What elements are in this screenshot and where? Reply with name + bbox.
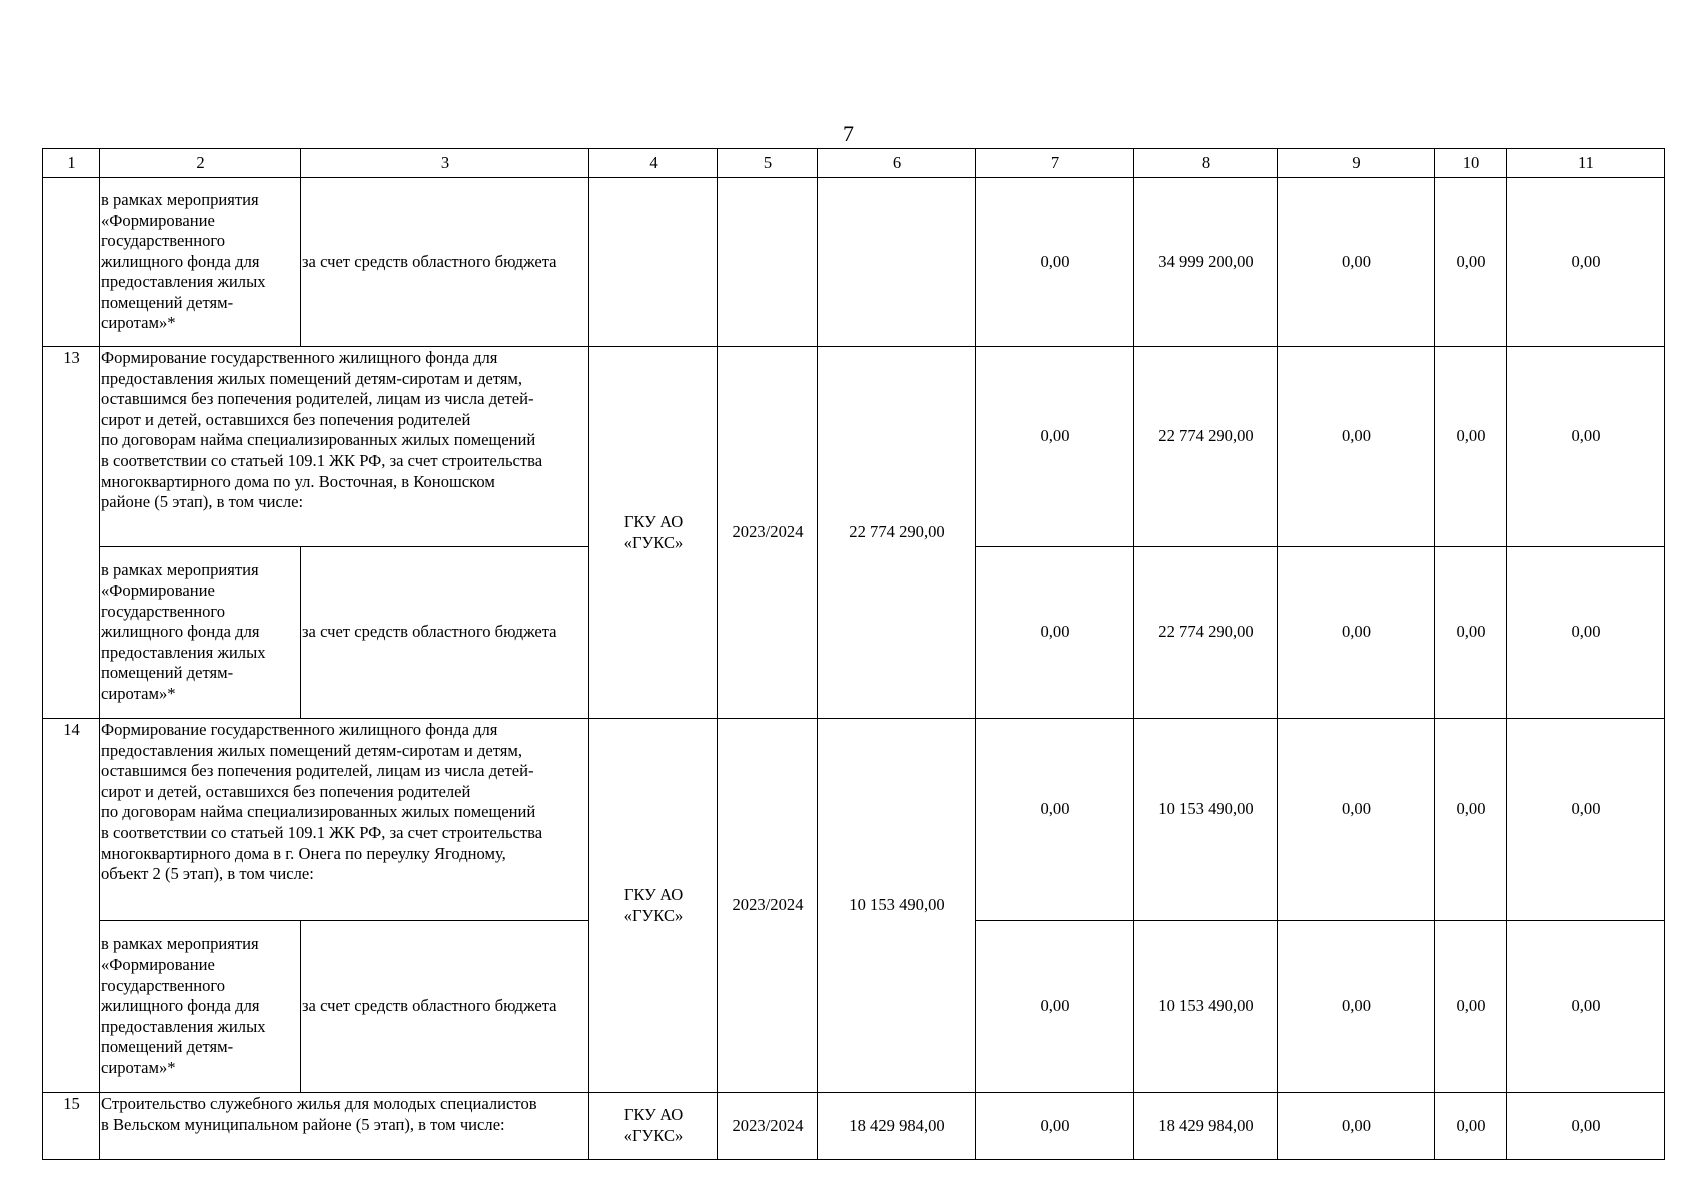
value-col10: 0,00 <box>1435 547 1507 719</box>
item-title: Формирование государственного жилищного фонда для предоставления жилых помещений детям-сиротам и детям, оставшимся без попечения родителей, лицам из числа детей- сирот и детей, оставшихся без попечения родителей по договорам найма специализированных жилых помещений в соответствии со статьей 109.1 ЖК РФ, за счет строительства многоквартирного дома в г. Онега по переулку Ягодному, объект 2 (5 этап), в том числе: <box>100 719 589 921</box>
header-cell: 8 <box>1134 149 1278 178</box>
measure-text: в рамках мероприятия «Формирование государственного жилищного фонда для предоставления жилых помещений детям- сиротам»* <box>100 921 301 1093</box>
header-cell: 4 <box>589 149 718 178</box>
value-col11: 0,00 <box>1507 347 1665 547</box>
value-col7: 0,00 <box>976 719 1134 921</box>
value-col11: 0,00 <box>1507 1093 1665 1160</box>
value-col8: 22 774 290,00 <box>1134 547 1278 719</box>
header-cell: 10 <box>1435 149 1507 178</box>
value-col8: 22 774 290,00 <box>1134 347 1278 547</box>
header-row <box>43 149 1665 178</box>
row-number: 14 <box>43 719 100 1093</box>
page-number: 7 <box>843 121 854 146</box>
value-col9: 0,00 <box>1278 347 1435 547</box>
table-row <box>43 347 1665 547</box>
value-col10: 0,00 <box>1435 921 1507 1093</box>
row-number-cell <box>43 178 100 347</box>
executor: ГКУ АО «ГУКС» <box>589 719 718 1093</box>
value-col8: 34 999 200,00 <box>1134 178 1278 347</box>
value-col11: 0,00 <box>1507 178 1665 347</box>
measure-text: в рамках мероприятия «Формирование государственного жилищного фонда для предоставления жилых помещений детям- сиротам»* <box>100 547 301 719</box>
total-amount: 18 429 984,00 <box>818 1093 976 1160</box>
header-cell: 3 <box>301 149 589 178</box>
row-number: 15 <box>43 1093 100 1160</box>
item-title: Формирование государственного жилищного фонда для предоставления жилых помещений детям-сиротам и детям, оставшимся без попечения родителей, лицам из числа детей- сирот и детей, оставшихся без попечения родителей по договорам найма специализированных жилых помещений в соответствии со статьей 109.1 ЖК РФ, за счет строительства многоквартирного дома по ул. Восточная, в Коношском районе (5 этап), в том числе: <box>100 347 589 547</box>
item-title: Строительство служебного жилья для молодых специалистов в Вельском муниципальном районе (5 этап), в том числе: <box>100 1093 589 1160</box>
header-cell: 9 <box>1278 149 1435 178</box>
period-cell <box>718 178 818 347</box>
value-col8: 10 153 490,00 <box>1134 921 1278 1093</box>
total-amount: 22 774 290,00 <box>818 347 976 719</box>
value-col11: 0,00 <box>1507 719 1665 921</box>
value-col9: 0,00 <box>1278 719 1435 921</box>
row-number: 13 <box>43 347 100 719</box>
header-cell: 2 <box>100 149 301 178</box>
total-amount: 10 153 490,00 <box>818 719 976 1093</box>
header-cell: 11 <box>1507 149 1665 178</box>
table-row <box>43 719 1665 921</box>
table-row <box>43 178 1665 347</box>
value-col7: 0,00 <box>976 547 1134 719</box>
value-col9: 0,00 <box>1278 547 1435 719</box>
header-cell: 6 <box>818 149 976 178</box>
value-col11: 0,00 <box>1507 547 1665 719</box>
value-col7: 0,00 <box>976 178 1134 347</box>
value-col9: 0,00 <box>1278 1093 1435 1160</box>
table-row <box>43 1093 1665 1160</box>
header-cell: 5 <box>718 149 818 178</box>
header-cell: 7 <box>976 149 1134 178</box>
period: 2023/2024 <box>718 347 818 719</box>
value-col11: 0,00 <box>1507 921 1665 1093</box>
value-col8: 10 153 490,00 <box>1134 719 1278 921</box>
value-col10: 0,00 <box>1435 347 1507 547</box>
funding-source: за счет средств областного бюджета <box>301 547 589 719</box>
value-col10: 0,00 <box>1435 1093 1507 1160</box>
measure-text: в рамках мероприятия «Формирование государственного жилищного фонда для предоставления жилых помещений детям- сиротам»* <box>100 178 301 347</box>
total-cell <box>818 178 976 347</box>
value-col7: 0,00 <box>976 1093 1134 1160</box>
value-col9: 0,00 <box>1278 178 1435 347</box>
executor: ГКУ АО «ГУКС» <box>589 1093 718 1160</box>
value-col7: 0,00 <box>976 921 1134 1093</box>
budget-table <box>42 148 1665 1160</box>
executor: ГКУ АО «ГУКС» <box>589 347 718 719</box>
value-col7: 0,00 <box>976 347 1134 547</box>
header-cell: 1 <box>43 149 100 178</box>
funding-source: за счет средств областного бюджета <box>301 178 589 347</box>
funding-source: за счет средств областного бюджета <box>301 921 589 1093</box>
value-col8: 18 429 984,00 <box>1134 1093 1278 1160</box>
value-col9: 0,00 <box>1278 921 1435 1093</box>
value-col10: 0,00 <box>1435 719 1507 921</box>
value-col10: 0,00 <box>1435 178 1507 347</box>
period: 2023/2024 <box>718 1093 818 1160</box>
period: 2023/2024 <box>718 719 818 1093</box>
executor-cell <box>589 178 718 347</box>
